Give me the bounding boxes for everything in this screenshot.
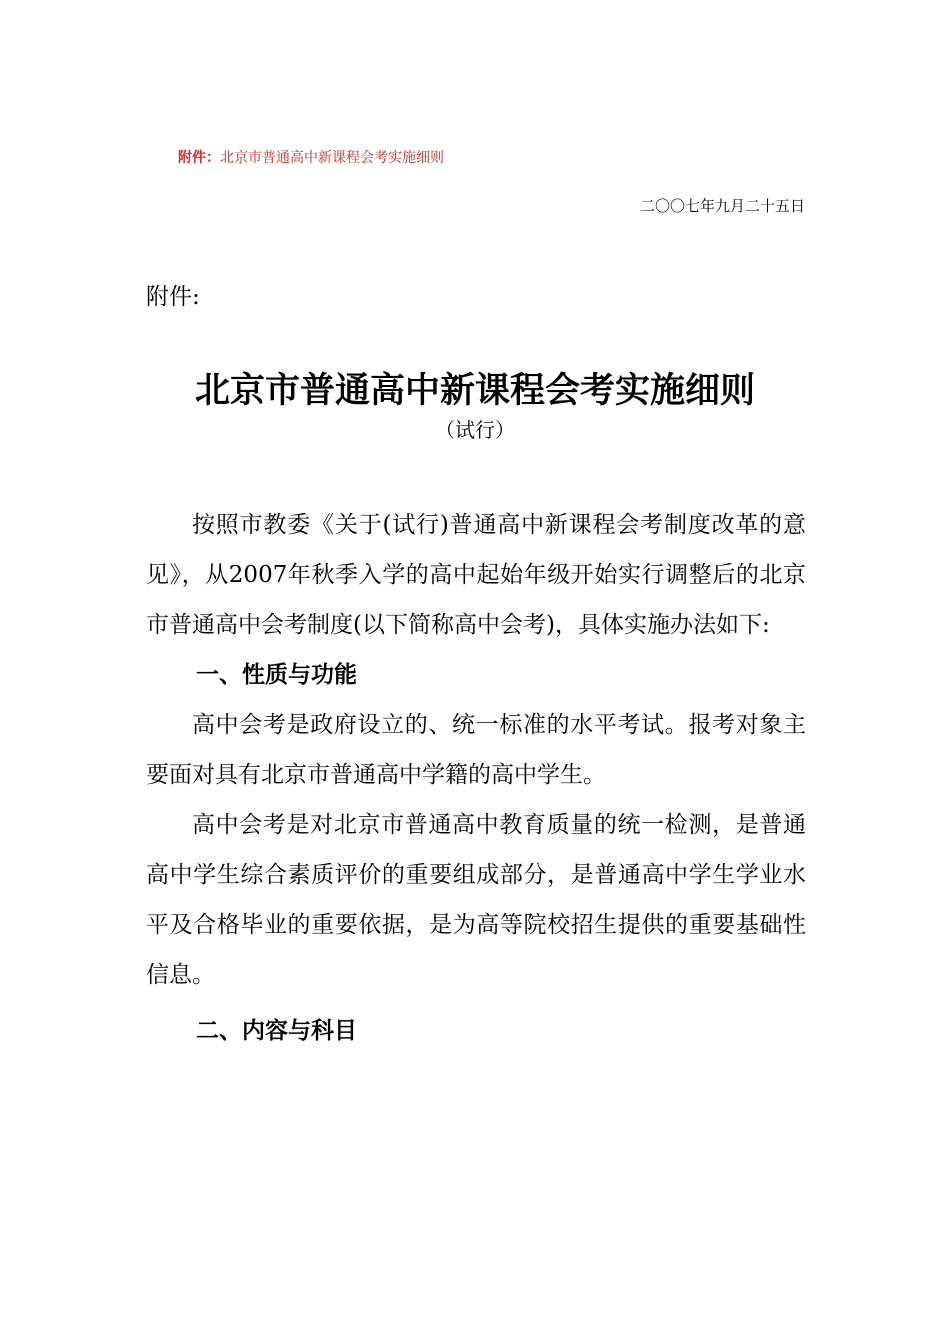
section-1-paragraph-1: 高中会考是政府设立的、统一标准的水平考试。报考对象主要面对具有北京市普通高中学籍的高中学生。 bbox=[146, 712, 806, 788]
attachment-header bbox=[178, 148, 444, 168]
document-title: 北京市普通高中新课程会考实施细则 bbox=[194, 370, 755, 411]
attachment-header-label: 附件： bbox=[178, 150, 220, 166]
document-body bbox=[146, 500, 806, 1056]
section-heading-2: 二、内容与科目 bbox=[196, 1018, 357, 1044]
attachment-label: 附件: bbox=[146, 284, 200, 310]
attachment-header-title: 北京市普通高中新课程会考实施细则 bbox=[220, 150, 444, 166]
document-subtitle: （试行） bbox=[435, 418, 515, 442]
intro-paragraph: 按照市教委《关于(试行)普通高中新课程会考制度改革的意见》，从2007年秋季入学的高中起始年级开始实行调整后的北京市普通高中会考制度(以下简称高中会考)，具体实施办法如下: bbox=[146, 512, 806, 638]
section-heading-1: 一、性质与功能 bbox=[196, 662, 357, 688]
document-date: 二〇〇七年九月二十五日 bbox=[639, 197, 805, 215]
section-1-paragraph-2: 高中会考是对北京市普通高中教育质量的统一检测，是普通高中学生综合素质评价的重要组成部分，是普通高中学生学业水平及合格毕业的重要依据，是为高等院校招生提供的重要基础性信息。 bbox=[146, 812, 806, 988]
